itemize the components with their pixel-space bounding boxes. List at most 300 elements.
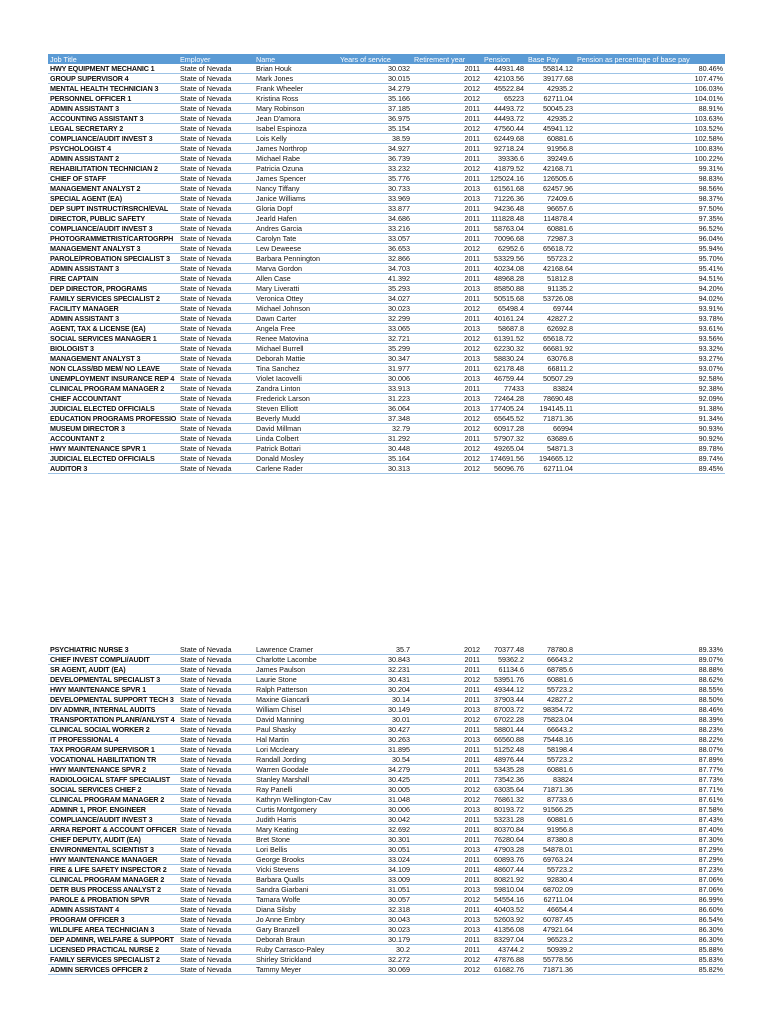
table-cell: ACCOUNTING ASSISTANT 3: [48, 114, 178, 124]
table-cell: Patrick Bottari: [254, 444, 338, 454]
table-cell: 44493.72: [482, 114, 526, 124]
table-cell: 91566.25: [526, 805, 575, 815]
table-cell: HWY EQUIPMENT MECHANIC 1: [48, 64, 178, 74]
table-cell: 62711.04: [526, 464, 575, 474]
table-cell: State of Nevada: [178, 665, 254, 675]
table-cell: 41879.52: [482, 164, 526, 174]
table-cell: 177405.24: [482, 404, 526, 414]
table-cell: 48607.44: [482, 865, 526, 875]
table-cell: MANAGEMENT ANALYST 3: [48, 354, 178, 364]
table-cell: 94.02%: [575, 294, 725, 304]
table-cell: 2012: [412, 304, 482, 314]
table-cell: Bret Stone: [254, 835, 338, 845]
table-cell: State of Nevada: [178, 214, 254, 224]
table-cell: FIRE & LIFE SAFETY INSPECTOR 2: [48, 865, 178, 875]
table-cell: 87.30%: [575, 835, 725, 845]
table-cell: MANAGEMENT ANALYST 2: [48, 184, 178, 194]
table-cell: 54871.3: [526, 444, 575, 454]
table-cell: 30.204: [338, 685, 412, 695]
table-cell: 88.39%: [575, 715, 725, 725]
table-cell: 91.34%: [575, 414, 725, 424]
table-cell: 42103.56: [482, 74, 526, 84]
table-cell: Tina Sanchez: [254, 364, 338, 374]
table-cell: 47921.64: [526, 925, 575, 935]
table-cell: State of Nevada: [178, 905, 254, 915]
table-cell: 62178.48: [482, 364, 526, 374]
table-cell: 30.263: [338, 735, 412, 745]
table-cell: 86.30%: [575, 925, 725, 935]
table-cell: HWY MAINTENANCE SPVR 2: [48, 765, 178, 775]
table-cell: 65618.72: [526, 334, 575, 344]
table-row: [48, 214, 725, 224]
col-retirement-year: Retirement year: [412, 54, 482, 64]
table-cell: 33.216: [338, 224, 412, 234]
table-row: [48, 94, 725, 104]
table-cell: 2013: [412, 735, 482, 745]
table-cell: 55723.2: [526, 254, 575, 264]
table-cell: 2011: [412, 144, 482, 154]
table-cell: Carlene Rader: [254, 464, 338, 474]
table-cell: 66994: [526, 424, 575, 434]
table-cell: 2011: [412, 204, 482, 214]
table-cell: Michael Johnson: [254, 304, 338, 314]
table-cell: 2011: [412, 314, 482, 324]
table-row: [48, 464, 725, 474]
table-cell: State of Nevada: [178, 735, 254, 745]
table-cell: 33.969: [338, 194, 412, 204]
table-cell: 30.069: [338, 965, 412, 975]
table-cell: 2012: [412, 124, 482, 134]
table-row: [48, 915, 725, 925]
table-cell: 72987.3: [526, 234, 575, 244]
table-cell: 87.71%: [575, 785, 725, 795]
table-cell: Deborah Braun: [254, 935, 338, 945]
table-cell: 2012: [412, 965, 482, 975]
table-cell: 34.279: [338, 765, 412, 775]
table-cell: TAX PROGRAM SUPERVISOR 1: [48, 745, 178, 755]
table-cell: 59362.2: [482, 655, 526, 665]
table-cell: State of Nevada: [178, 254, 254, 264]
table-cell: Brian Houk: [254, 64, 338, 74]
table-cell: State of Nevada: [178, 344, 254, 354]
table-cell: PSYCHIATRIC NURSE 3: [48, 645, 178, 655]
table-cell: 86.54%: [575, 915, 725, 925]
table-cell: 89.33%: [575, 645, 725, 655]
table-cell: 62711.04: [526, 895, 575, 905]
table-row: [48, 384, 725, 394]
table-cell: ADMIN ASSISTANT 3: [48, 264, 178, 274]
table-cell: 60787.45: [526, 915, 575, 925]
table-cell: 53231.28: [482, 815, 526, 825]
table-cell: COMPLIANCE/AUDIT INVEST 3: [48, 224, 178, 234]
table-cell: 36.739: [338, 154, 412, 164]
table-cell: 59810.04: [482, 885, 526, 895]
table-cell: 2012: [412, 424, 482, 434]
table-cell: HWY MAINTENANCE MANAGER: [48, 855, 178, 865]
table-cell: 30.043: [338, 915, 412, 925]
table-cell: 30.733: [338, 184, 412, 194]
table-cell: State of Nevada: [178, 675, 254, 685]
table-row: [48, 204, 725, 214]
table-cell: State of Nevada: [178, 805, 254, 815]
table-row: [48, 885, 725, 895]
table-cell: Marva Gordon: [254, 264, 338, 274]
table-row: [48, 254, 725, 264]
table-cell: 2011: [412, 154, 482, 164]
table-cell: Janice Williams: [254, 194, 338, 204]
table-cell: JUDICIAL ELECTED OFFICIALS: [48, 404, 178, 414]
table-cell: 35.293: [338, 284, 412, 294]
table-cell: Lew Deweese: [254, 244, 338, 254]
table-cell: 47903.28: [482, 845, 526, 855]
table-cell: State of Nevada: [178, 835, 254, 845]
table-cell: Lawrence Cramer: [254, 645, 338, 655]
table-cell: 70096.68: [482, 234, 526, 244]
table-cell: HWY MAINTENANCE SPVR 1: [48, 685, 178, 695]
table-cell: State of Nevada: [178, 414, 254, 424]
table-cell: CHIEF INVEST COMPLI/AUDIT: [48, 655, 178, 665]
table-cell: 2011: [412, 655, 482, 665]
table-cell: PROGRAM OFFICER 3: [48, 915, 178, 925]
table-cell: David Manning: [254, 715, 338, 725]
table-cell: 85.82%: [575, 965, 725, 975]
table-cell: State of Nevada: [178, 314, 254, 324]
table-cell: 90.93%: [575, 424, 725, 434]
table-cell: State of Nevada: [178, 374, 254, 384]
table-cell: State of Nevada: [178, 925, 254, 935]
table-cell: 98.83%: [575, 174, 725, 184]
table-cell: 2013: [412, 374, 482, 384]
col-pension: Pension: [482, 54, 526, 64]
table-cell: 61561.68: [482, 184, 526, 194]
table-cell: 2011: [412, 114, 482, 124]
table-cell: 95.94%: [575, 244, 725, 254]
table-cell: 37903.44: [482, 695, 526, 705]
table-cell: 2013: [412, 394, 482, 404]
table-row: [48, 354, 725, 364]
table-cell: 87003.72: [482, 705, 526, 715]
table-cell: 42827.2: [526, 695, 575, 705]
table-row: [48, 424, 725, 434]
table-cell: 80.46%: [575, 64, 725, 74]
table-cell: William Chisel: [254, 705, 338, 715]
table-cell: Zandra Linton: [254, 384, 338, 394]
table-cell: 45941.12: [526, 124, 575, 134]
table-cell: SOCIAL SERVICES CHIEF 2: [48, 785, 178, 795]
table-cell: 104.01%: [575, 94, 725, 104]
table-cell: 97.35%: [575, 214, 725, 224]
table-cell: 97.50%: [575, 204, 725, 214]
table-row: [48, 745, 725, 755]
table-cell: 69763.24: [526, 855, 575, 865]
table-cell: 2011: [412, 224, 482, 234]
col-employer: Employer: [178, 54, 254, 64]
table-cell: 62457.96: [526, 184, 575, 194]
table-cell: CHIEF ACCOUNTANT: [48, 394, 178, 404]
table-row: [48, 815, 725, 825]
table-cell: Michael Burrell: [254, 344, 338, 354]
table-row: [48, 845, 725, 855]
table-cell: Diana Silsby: [254, 905, 338, 915]
table-cell: 42168.64: [526, 264, 575, 274]
table-cell: 103.63%: [575, 114, 725, 124]
table-cell: Stanley Marshall: [254, 775, 338, 785]
table-cell: Andres Garcia: [254, 224, 338, 234]
table-cell: State of Nevada: [178, 174, 254, 184]
table-cell: 34.027: [338, 294, 412, 304]
table-cell: 88.22%: [575, 735, 725, 745]
table-cell: 2012: [412, 164, 482, 174]
table-cell: 61134.6: [482, 665, 526, 675]
table-cell: 90.92%: [575, 434, 725, 444]
table-cell: 2013: [412, 885, 482, 895]
table-cell: 63689.6: [526, 434, 575, 444]
table-cell: 89.07%: [575, 655, 725, 665]
table-cell: FAMILY SERVICES SPECIALIST 2: [48, 294, 178, 304]
table-row: [48, 945, 725, 955]
table-row: [48, 705, 725, 715]
table-cell: 85850.88: [482, 284, 526, 294]
table-cell: 66643.2: [526, 655, 575, 665]
table-cell: Dawn Carter: [254, 314, 338, 324]
table-cell: 34.279: [338, 84, 412, 94]
table-cell: State of Nevada: [178, 244, 254, 254]
table-cell: 2012: [412, 895, 482, 905]
table-cell: 35.776: [338, 174, 412, 184]
table-cell: 2012: [412, 94, 482, 104]
table-cell: NON CLASS/BD MEM/ NO LEAVE: [48, 364, 178, 374]
table-cell: 2013: [412, 184, 482, 194]
table-cell: 30.005: [338, 785, 412, 795]
table-cell: CLINICAL PROGRAM MANAGER 2: [48, 384, 178, 394]
table-cell: 71871.36: [526, 414, 575, 424]
table-cell: 114878.4: [526, 214, 575, 224]
table-cell: 2011: [412, 384, 482, 394]
table-cell: CLINICAL PROGRAM MANAGER 2: [48, 795, 178, 805]
table-cell: 34.109: [338, 865, 412, 875]
table-row: [48, 374, 725, 384]
table-cell: Beverly Mudd: [254, 414, 338, 424]
table-cell: 2012: [412, 715, 482, 725]
table-cell: 2012: [412, 444, 482, 454]
table-cell: 2011: [412, 264, 482, 274]
table-cell: 60881.6: [526, 765, 575, 775]
table-cell: CHIEF DEPUTY, AUDIT (EA): [48, 835, 178, 845]
table-row: [48, 284, 725, 294]
table-cell: State of Nevada: [178, 955, 254, 965]
table-row: [48, 414, 725, 424]
table-cell: 47876.88: [482, 955, 526, 965]
table-cell: 35.166: [338, 94, 412, 104]
table-cell: Ralph Patterson: [254, 685, 338, 695]
table-cell: 51252.48: [482, 745, 526, 755]
table-cell: 62692.8: [526, 324, 575, 334]
table-cell: PHOTOGRAMMETRIST/CARTOGRPH: [48, 234, 178, 244]
table-cell: Michael Rabe: [254, 154, 338, 164]
table-cell: Mary Robinson: [254, 104, 338, 114]
table-cell: Charlotte Lacombe: [254, 655, 338, 665]
table-cell: 66643.2: [526, 725, 575, 735]
table-cell: 30.149: [338, 705, 412, 715]
table-row: [48, 835, 725, 845]
table-cell: 31.977: [338, 364, 412, 374]
table-cell: Mary Keating: [254, 825, 338, 835]
table-cell: 65498.4: [482, 304, 526, 314]
table-cell: DEP DIRECTOR, PROGRAMS: [48, 284, 178, 294]
table-cell: 87380.8: [526, 835, 575, 845]
table-cell: Ray Panelli: [254, 785, 338, 795]
table-cell: 92.09%: [575, 394, 725, 404]
table-cell: 93.56%: [575, 334, 725, 344]
table-cell: State of Nevada: [178, 765, 254, 775]
table-cell: 87.73%: [575, 775, 725, 785]
table-cell: 30.057: [338, 895, 412, 905]
table-cell: 50507.29: [526, 374, 575, 384]
table-cell: 2011: [412, 174, 482, 184]
table-cell: David Millman: [254, 424, 338, 434]
table-cell: 2012: [412, 645, 482, 655]
table-cell: 70377.48: [482, 645, 526, 655]
table-cell: 2013: [412, 925, 482, 935]
table-row: [48, 364, 725, 374]
table-cell: James Northrop: [254, 144, 338, 154]
table-cell: 88.91%: [575, 104, 725, 114]
table-cell: 96.04%: [575, 234, 725, 244]
table-cell: RADIOLOGICAL STAFF SPECIALIST: [48, 775, 178, 785]
table-cell: 89.74%: [575, 454, 725, 464]
table-cell: 32.299: [338, 314, 412, 324]
table-cell: State of Nevada: [178, 144, 254, 154]
table-cell: 53435.28: [482, 765, 526, 775]
table-cell: State of Nevada: [178, 795, 254, 805]
table-cell: 49344.12: [482, 685, 526, 695]
table-cell: 93.32%: [575, 344, 725, 354]
table-row: [48, 725, 725, 735]
table-cell: State of Nevada: [178, 785, 254, 795]
table-cell: ADMIN ASSISTANT 2: [48, 154, 178, 164]
table-cell: 2011: [412, 815, 482, 825]
table-row: [48, 935, 725, 945]
table-cell: 2011: [412, 104, 482, 114]
table-cell: Patricia Ozuna: [254, 164, 338, 174]
table-cell: 56096.76: [482, 464, 526, 474]
table-cell: IT PROFESSIONAL 4: [48, 735, 178, 745]
table-cell: Mary Liveratti: [254, 284, 338, 294]
table-cell: EDUCATION PROGRAMS PROFESSIO: [50, 414, 177, 423]
table-cell: 92.58%: [575, 374, 725, 384]
table-cell: 87.58%: [575, 805, 725, 815]
table-cell: 2011: [412, 234, 482, 244]
table-cell: 30.448: [338, 444, 412, 454]
table-cell: 2011: [412, 294, 482, 304]
table-cell: 87.89%: [575, 755, 725, 765]
table-cell: State of Nevada: [178, 184, 254, 194]
table-cell: Veronica Ottey: [254, 294, 338, 304]
table-cell: PERSONNEL OFFICER 1: [48, 94, 178, 104]
col-job-title: Job Title: [48, 54, 178, 64]
table-cell: 62711.04: [526, 94, 575, 104]
table-cell: 63035.64: [482, 785, 526, 795]
table-cell: 39249.6: [526, 154, 575, 164]
table-cell: 30.006: [338, 374, 412, 384]
table-row: [48, 164, 725, 174]
table-cell: 42935.2: [526, 84, 575, 94]
table-row: [48, 244, 725, 254]
table-cell: 61682.76: [482, 965, 526, 975]
table-row: [48, 154, 725, 164]
table-cell: Judith Harris: [254, 815, 338, 825]
table-cell: 73542.36: [482, 775, 526, 785]
table-cell: 31.051: [338, 885, 412, 895]
table-2-body: [48, 645, 725, 975]
table-cell: 44493.72: [482, 104, 526, 114]
table-cell: DETR BUS PROCESS ANALYST 2: [48, 885, 178, 895]
table-cell: 31.048: [338, 795, 412, 805]
table-cell: 32.79: [338, 424, 412, 434]
table-cell: FACILITY MANAGER: [48, 304, 178, 314]
table-cell: DEP ADMINR, WELFARE & SUPPORT: [48, 935, 178, 945]
table-cell: ENVIRONMENTAL SCIENTIST 3: [48, 845, 178, 855]
table-cell: DEVELOPMENTAL SPECIALIST 3: [48, 675, 178, 685]
table-cell: 2012: [412, 84, 482, 94]
table-cell: 80193.72: [482, 805, 526, 815]
table-cell: 35.7: [338, 645, 412, 655]
table-cell: 60881.6: [526, 815, 575, 825]
table-cell: 50939.2: [526, 945, 575, 955]
table-cell: 2013: [412, 354, 482, 364]
table-cell: 87.43%: [575, 815, 725, 825]
table-cell: 2011: [412, 945, 482, 955]
table-cell: 30.023: [338, 925, 412, 935]
table-row: [48, 685, 725, 695]
table-cell: 63076.8: [526, 354, 575, 364]
table-row: [48, 344, 725, 354]
table-cell: 2011: [412, 274, 482, 284]
table-cell: 60881.6: [526, 224, 575, 234]
table-cell: VOCATIONAL HABILITATION TR: [48, 755, 178, 765]
table-cell: DIRECTOR, PUBLIC SAFETY: [48, 214, 178, 224]
table-cell: 2013: [412, 284, 482, 294]
table-cell: BIOLOGIST 3: [48, 344, 178, 354]
table-cell: 88.23%: [575, 725, 725, 735]
table-cell: George Brooks: [254, 855, 338, 865]
table-cell: 30.843: [338, 655, 412, 665]
table-row: [48, 925, 725, 935]
table-cell: 39177.68: [526, 74, 575, 84]
table-cell: Laurie Stone: [254, 675, 338, 685]
table-cell: 2011: [412, 775, 482, 785]
table-cell: 174691.56: [482, 454, 526, 464]
table-cell: 93.27%: [575, 354, 725, 364]
table-cell: 2013: [412, 404, 482, 414]
table-row: [48, 114, 725, 124]
table-cell: 2011: [412, 855, 482, 865]
table-cell: 2012: [412, 454, 482, 464]
table-cell: 2013: [412, 324, 482, 334]
table-cell: 30.032: [338, 64, 412, 74]
table-row: [48, 274, 725, 284]
table-cell: 2013: [412, 194, 482, 204]
table-cell: 100.83%: [575, 144, 725, 154]
table-cell: 30.051: [338, 845, 412, 855]
table-row: [48, 875, 725, 885]
table-cell: 126505.6: [526, 174, 575, 184]
table-cell: 2012: [412, 414, 482, 424]
table-cell: 102.58%: [575, 134, 725, 144]
table-cell: 103.52%: [575, 124, 725, 134]
table-cell: State of Nevada: [178, 705, 254, 715]
table-cell: Violet Iacovelli: [254, 374, 338, 384]
